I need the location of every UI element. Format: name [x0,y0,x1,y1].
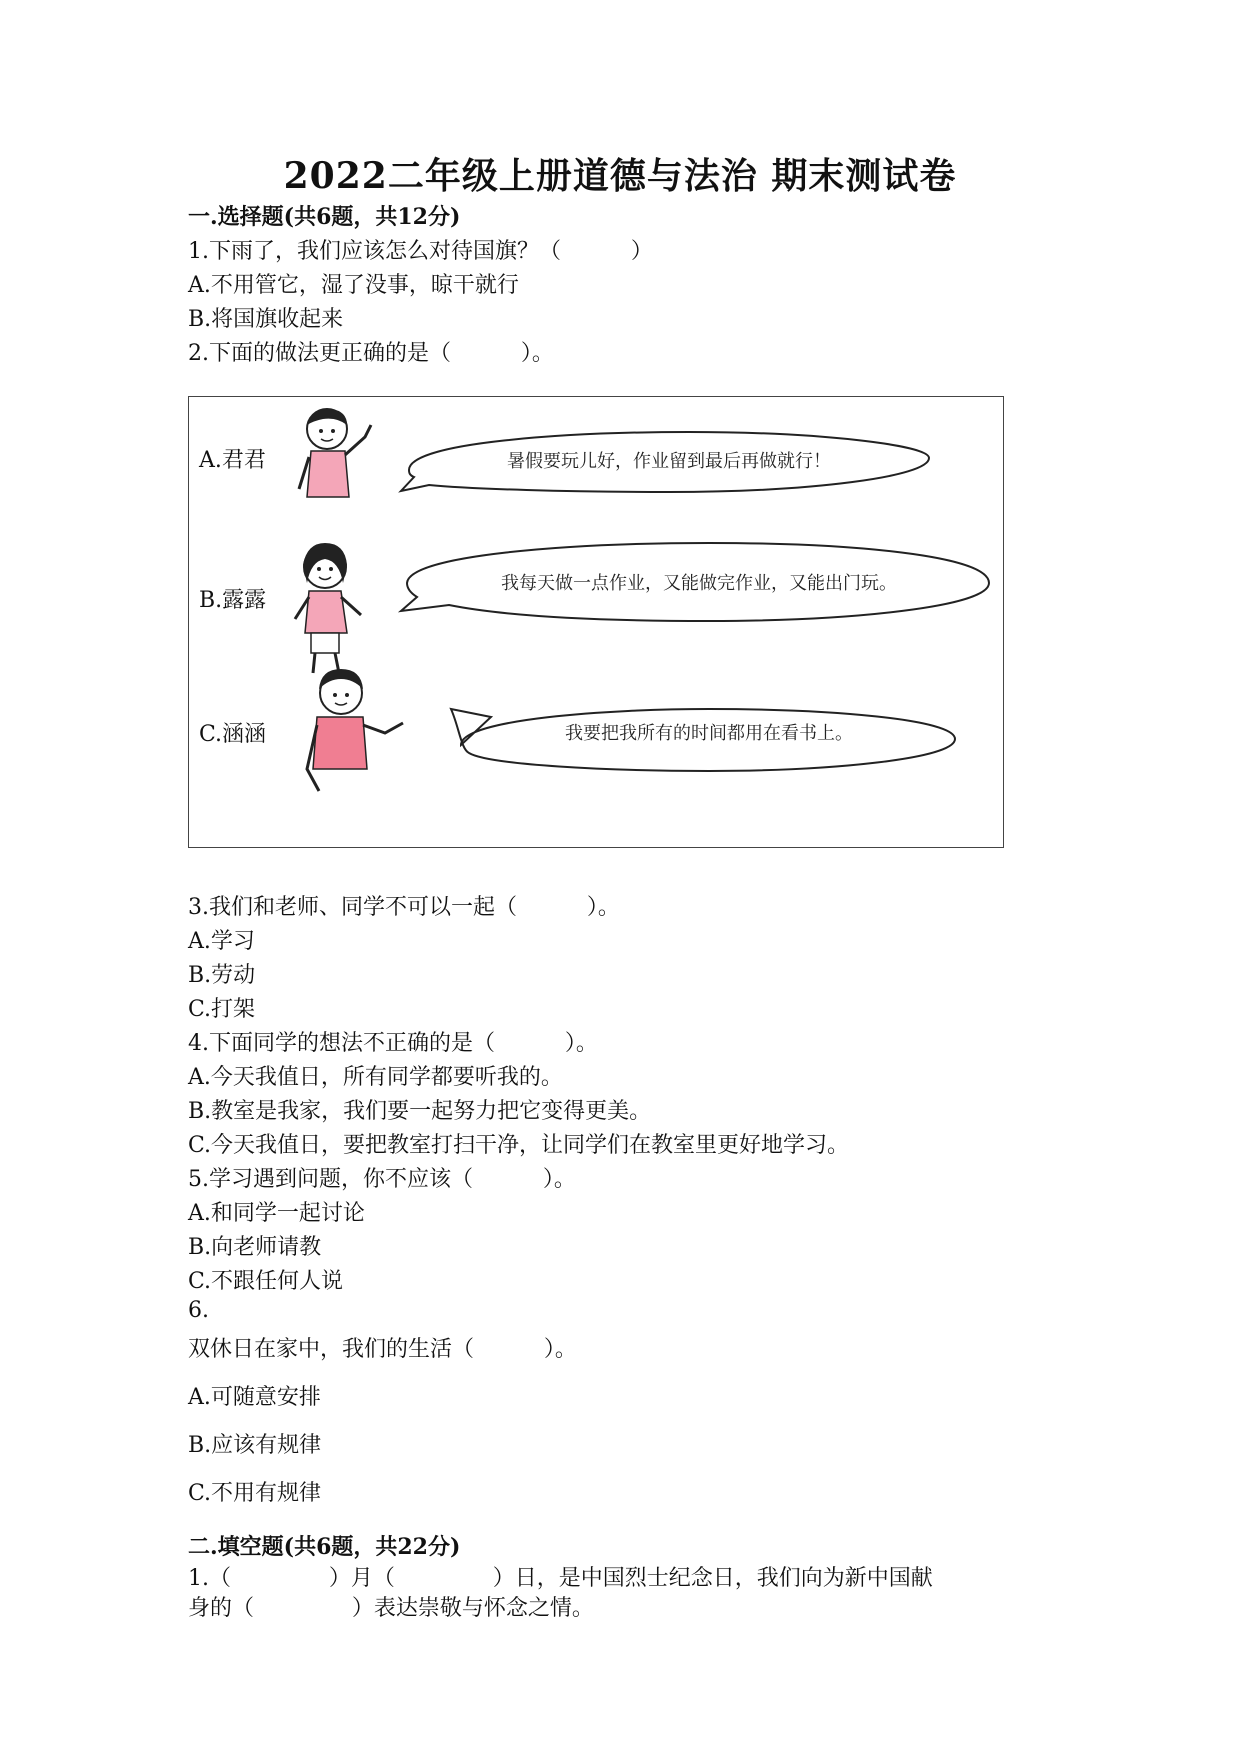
q4-option-b: B.教室是我家，我们要一起努力把它变得更美。 [188,1099,652,1124]
q3-stem: 3.我们和老师、同学不可以一起（ ）。 [188,895,620,920]
child-b-illustration [295,543,361,673]
q4-option-a: A.今天我值日，所有同学都要听我的。 [188,1065,563,1090]
child-c-illustration [307,669,403,791]
q5-stem: 5.学习遇到问题，你不应该（ ）。 [188,1167,576,1192]
figure-label-b: B.露露 [199,588,267,613]
q4-stem: 4.下面同学的想法不正确的是（ ）。 [188,1031,598,1056]
section-heading-choice: 一.选择题(共6题，共12分) [188,204,461,230]
q3-option-c: C.打架 [188,997,256,1022]
figure-label-a: A.君君 [199,448,266,473]
q2-stem: 2.下面的做法更正确的是（ ）。 [188,341,554,366]
svg-text:暑假要玩儿好，作业留到最后再做就行！: 暑假要玩儿好，作业留到最后再做就行！ [507,451,831,472]
q6-number: 6. [188,1298,209,1323]
q3-option-b: B.劳动 [188,963,256,988]
fill-q1-line1: 1.（ ）月（ ）日，是中国烈士纪念日，我们向为新中国献 [188,1566,933,1591]
q6-stem: 双休日在家中，我们的生活（ ）。 [188,1337,577,1362]
child-a-illustration [299,409,371,497]
q3-option-a: A.学习 [188,929,255,954]
child-a-shirt [307,451,349,497]
svg-text:我要把我所有的时间都用在看书上。: 我要把我所有的时间都用在看书上。 [565,723,853,744]
page-title: 2022二年级上册道德与法治 期末测试卷 [283,155,957,197]
q1-option-a: A.不用管它，湿了没事，晾干就行 [188,273,519,298]
q1-stem: 1.下雨了，我们应该怎么对待国旗？（ ） [188,239,653,264]
child-c-shirt [313,717,367,769]
q6-option-a: A.可随意安排 [188,1385,321,1410]
fill-q1-line2: 身的（ ）表达崇敬与怀念之情。 [188,1596,594,1621]
q2-figure [188,396,1004,848]
q2-figure-illustration [189,397,1005,849]
q6-option-b: B.应该有规律 [188,1433,322,1458]
q4-option-c: C.今天我值日，要把教室打扫干净，让同学们在教室里更好地学习。 [188,1133,850,1158]
q5-option-b: B.向老师请教 [188,1235,322,1260]
child-b-shirt [305,591,347,633]
speech-bubble-a [401,432,929,492]
svg-text:我每天做一点作业，又能做完作业，又能出门玩。: 我每天做一点作业，又能做完作业，又能出门玩。 [501,573,897,594]
q6-option-c: C.不用有规律 [188,1481,322,1506]
speech-bubble-b [401,543,989,621]
speech-bubble-c [451,709,955,771]
q1-option-b: B.将国旗收起来 [188,307,344,332]
q5-option-a: A.和同学一起讨论 [188,1201,365,1226]
figure-label-c: C.涵涵 [199,722,267,747]
q5-option-c: C.不跟任何人说 [188,1269,344,1294]
section-heading-fill: 二.填空题(共6题，共22分) [188,1534,461,1560]
